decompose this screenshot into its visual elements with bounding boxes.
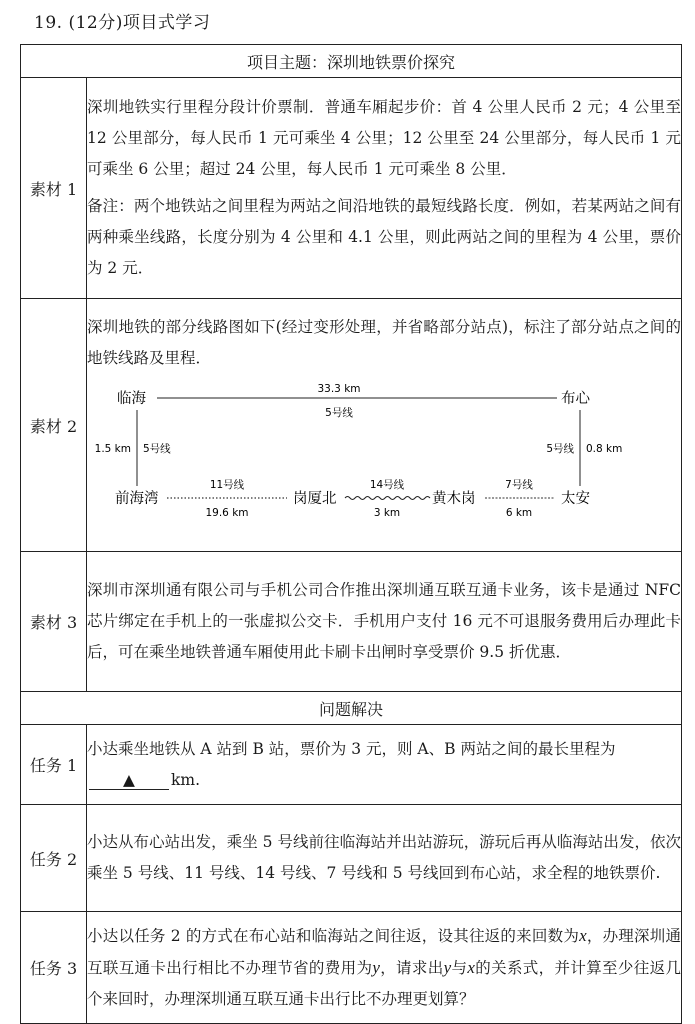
line-label-buxin-taian: 5号线 [546,443,574,455]
task-3-var-x2: x [467,958,475,977]
task-1-unit: km. [171,770,201,789]
station-linhai: 临海 [117,391,146,407]
task-3-var-y2: y [443,958,452,977]
task-3-text-d: 与 [451,959,468,977]
problem-title: 问题解决 [21,692,682,725]
task-3-text-b: ，办理深圳通互联互通卡出行相比不办理节省的费用为 [87,927,681,977]
distance-11: 19.6 km [205,507,249,519]
material-3-content [87,552,682,692]
line-label-11: 11号线 [209,479,245,491]
question-number: 19. [34,13,63,33]
station-huangmugang: 黄木岗 [432,491,476,507]
task-2-label: 任务 2 [21,805,87,912]
line-label-linhai-buxin: 5号线 [325,407,353,419]
question-header [34,8,210,33]
task-3-var-y: y [372,958,380,977]
material-1-content [87,78,682,299]
station-gangxiabei: 岗厦北 [293,491,337,507]
material-1-label: 素材 1 [21,78,87,299]
line-label-14: 14号线 [369,479,405,491]
task-3-text-e: 的关系式，并计算至少往返几个来回时，办理深圳通互联互通卡出行比不办理更划算？ [87,959,681,1008]
metro-map [87,378,681,538]
task-1-text: 小达乘坐地铁从 A 站到 B 站，票价为 3 元，则 A、B 两站之间的最长里程为 [87,739,616,758]
task-3-var-x: x [579,926,587,945]
line-14 [345,497,430,500]
material-1-paragraph-2: 备注：两个地铁站之间里程为两站之间沿地铁的最短线路长度．例如，若某两站之间有两种乘坐线路，长度分别为 4 公里和 4.1 公里，则此两站之间的里程为 4 公里，票价为 2 元． [87,197,681,277]
material-3-label: 素材 3 [21,552,87,692]
station-buxin: 布心 [561,391,590,407]
material-1-paragraph-1: 深圳地铁实行里程分段计价票制．普通车厢起步价：首 4 公里人民币 2 元；4 公里至 12 公里部分，每人民币 1 元可乘坐 4 公里；12 公里至 24 公里部分，每人民币 1 元可乘坐 6 公里；超过 24 公里，每人民币 1 元可乘坐 8 公里． [87,98,681,178]
question-points: (12分) [68,13,123,33]
station-taian: 太安 [561,491,590,507]
distance-14: 3 km [373,507,401,519]
task-2-content: 小达从布心站出发，乘坐 5 号线前往临海站并出站游玩，游玩后再从临海站出发，依次乘坐 5 号线、11 号线、14 号线、7 号线和 5 号线回到布心站，求全程的地铁票价. [87,805,682,912]
distance-linhai-qianhaiwan: 1.5 km [94,443,131,455]
question-type: 项目式学习 [122,13,211,33]
distance-buxin-taian: 0.8 km [586,443,623,455]
material-2-content [87,299,682,552]
distance-7: 6 km [505,507,533,519]
task-1-answer-blank [89,771,169,790]
material-2-label: 素材 2 [21,299,87,552]
task-1-content [87,725,682,805]
task-3-content [87,912,682,1024]
task-1-label: 任务 1 [21,725,87,805]
project-table [20,44,682,1024]
metro-map-svg [87,378,647,538]
task-3-text-c: ，请求出 [379,959,444,977]
line-label-linhai-qianhaiwan: 5号线 [143,443,171,455]
line-label-7: 7号线 [505,479,533,491]
task-3-label: 任务 3 [21,912,87,1024]
task-1-blank-triangle-icon: ▲ [123,770,135,789]
material-2-paragraph-1: 深圳地铁的部分线路图如下(经过变形处理，并省略部分站点)，标注了部分站点之间的地铁线路及里程． [87,318,681,367]
task-3-text-a: 小达以任务 2 的方式在布心站和临海站之间往返，设其往返的来回数为 [87,927,580,945]
project-title: 项目主题：深圳地铁票价探究 [21,45,682,78]
material-3-paragraph-1: 深圳市深圳通有限公司与手机公司合作推出深圳通互联互通卡业务，该卡是通过 NFC 芯片绑定在手机上的一张虚拟公交卡．手机用户支付 16 元不可退服务费用后办理此卡后，可在乘坐地铁普通车厢使用此卡刷卡出闸时享受票价 9.5 折优惠． [87,581,681,661]
station-qianhaiwan: 前海湾 [115,491,159,507]
distance-linhai-buxin: 33.3 km [317,383,361,395]
